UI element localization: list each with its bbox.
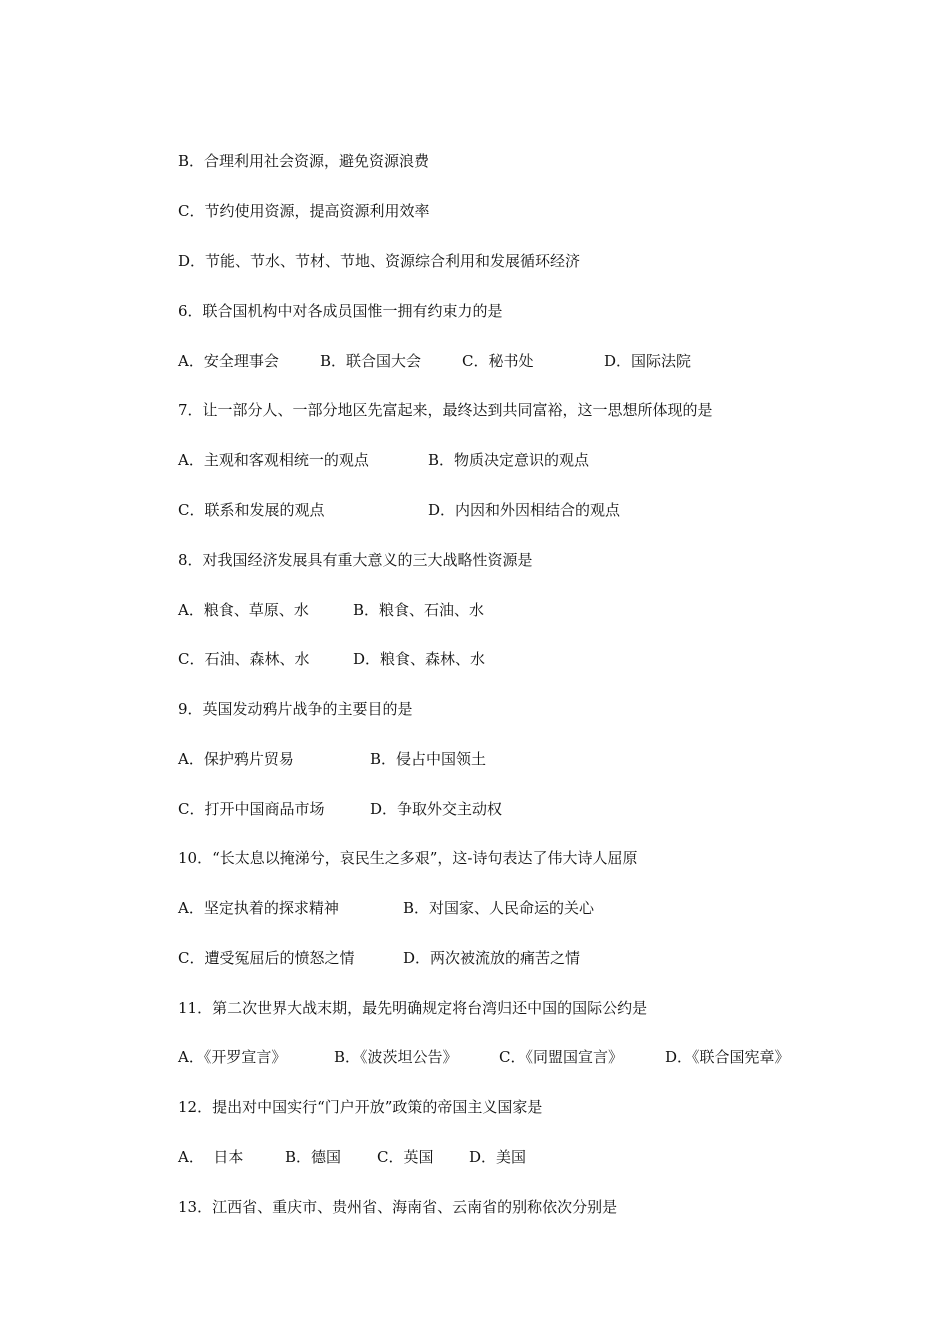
question-13: 13．江西省、重庆市、贵州省、海南省、云南省的别称依次分别是	[178, 1198, 618, 1216]
option-d: D．争取外交主动权	[370, 800, 503, 818]
option-a: A．保护鸦片贸易	[178, 750, 294, 768]
option-a: A．坚定执着的探求精神	[178, 899, 339, 917]
option-b: B．对国家、人民命运的关心	[403, 899, 595, 917]
option-c: C．联系和发展的观点	[178, 501, 325, 519]
option-b: B．联合国大会	[320, 352, 422, 370]
option-a: A．安全理事会	[178, 352, 279, 370]
question-12-options	[178, 1146, 527, 1168]
option-d: D．两次被流放的痛苦之情	[403, 949, 581, 967]
question-6: 6．联合国机构中对各成员国惟一拥有约束力的是	[178, 302, 503, 320]
question-8-options-cd	[178, 648, 486, 670]
question-7-options-cd	[178, 499, 621, 521]
option-d: D．美国	[469, 1148, 527, 1166]
question-7: 7．让一部分人、一部分地区先富起来，最终达到共同富裕，这一思想所体现的是	[178, 401, 713, 419]
question-10: 10．“长太息以掩涕兮，哀民生之多艰”，这-诗句表达了伟大诗人屈原	[178, 849, 638, 867]
option-b: B．侵占中国领土	[370, 750, 487, 768]
option-a: A．粮食、草原、水	[178, 601, 309, 619]
question-6-options	[178, 350, 692, 372]
option-b: B．粮食、石油、水	[353, 601, 485, 619]
option-d: D．粮食、森林、水	[353, 650, 486, 668]
option-c: C．秘书处	[462, 352, 534, 370]
question-11: 11．第二次世界大战末期，最先明确规定将台湾归还中国的国际公约是	[178, 999, 648, 1017]
option-b: B．德国	[285, 1148, 342, 1166]
question-7-options-ab	[178, 449, 590, 471]
option-d: D．《联合国宪章》	[665, 1048, 790, 1066]
option-c: C．英国	[377, 1148, 434, 1166]
option-c: C．石油、森林、水	[178, 650, 310, 668]
option-b-line: B．合理利用社会资源，避免资源浪费	[178, 152, 430, 170]
option-d-line: D．节能、节水、节材、节地、资源综合利用和发展循环经济	[178, 252, 581, 270]
option-c: C．打开中国商品市场	[178, 800, 325, 818]
option-c: C．遭受冤屈后的愤怒之情	[178, 949, 355, 967]
question-8-options-ab	[178, 599, 485, 621]
option-d: D．国际法院	[604, 352, 692, 370]
question-8: 8．对我国经济发展具有重大意义的三大战略性资源是	[178, 551, 533, 569]
option-c: C．《同盟国宣言》	[499, 1048, 623, 1066]
question-9-options-ab	[178, 748, 487, 770]
question-9-options-cd	[178, 798, 503, 820]
question-11-options	[178, 1046, 790, 1068]
option-a: A．主观和客观相统一的观点	[178, 451, 369, 469]
question-9: 9．英国发动鸦片战争的主要目的是	[178, 700, 413, 718]
option-b: B．《波茨坦公告》	[334, 1048, 458, 1066]
option-a: A．《开罗宣言》	[178, 1048, 287, 1066]
question-10-options-cd	[178, 947, 581, 969]
option-b: B．物质决定意识的观点	[428, 451, 590, 469]
option-c-line: C．节约使用资源，提高资源利用效率	[178, 202, 430, 220]
question-10-options-ab	[178, 897, 595, 919]
option-a: A． 日本	[178, 1148, 244, 1166]
option-d: D．内因和外因相结合的观点	[428, 501, 621, 519]
question-12: 12．提出对中国实行“门户开放”政策的帝国主义国家是	[178, 1098, 543, 1116]
